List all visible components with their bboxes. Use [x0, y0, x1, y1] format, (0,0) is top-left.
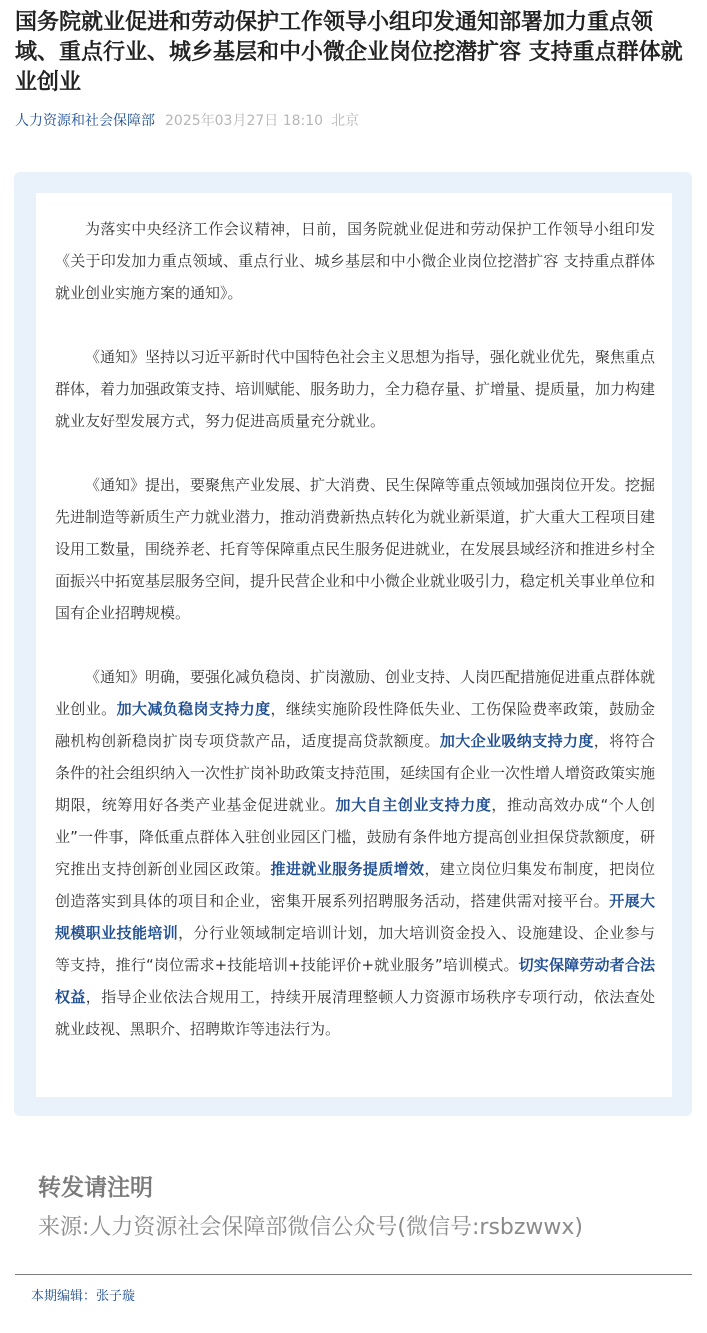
highlight-text: 加大减负稳岗支持力度: [116, 700, 271, 718]
highlight-text: 推进就业服务提质增效: [270, 860, 425, 878]
paragraph-text: ，推动高效办成“个人创业”一件事，降低重点群体入驻创业园区门槛，鼓励有条件地方提高创业担保贷款额度，研究推出支持创新创业园区政策。: [55, 796, 655, 878]
highlight-text: 开展大规模职业技能培训: [55, 892, 655, 942]
paragraph-text: ，建立岗位归集发布制度，把岗位创造落实到具体的项目和企业，密集开展系列招聘服务活动，搭建供需对接平台。: [55, 860, 655, 910]
editor-credit: 本期编辑：张子璇: [31, 1289, 136, 1304]
highlight-text: 切实保障劳动者合法权益: [55, 956, 655, 1006]
paragraph-text: 《通知》明确，要强化减负稳岗、扩岗激励、创业支持、人岗匹配措施促进重点群体就业创业。: [55, 668, 656, 718]
article-paragraph: [55, 341, 655, 437]
paragraph-text: ，分行业领域制定培训计划，加大培训资金投入、设施建设、企业参与等支持，推行“岗位需求+技能培训+技能评价+就业服务”培训模式。: [55, 924, 655, 974]
highlight-text: 加大企业吸纳支持力度: [439, 732, 594, 750]
article-title: 国务院就业促进和劳动保护工作领导小组印发通知部署加力重点领域、重点行业、城乡基层和中小微企业岗位挖潜扩容 支持重点群体就业创业: [15, 10, 683, 95]
source-link[interactable]: 人力资源和社会保障部: [15, 113, 155, 129]
paragraph-text: 为落实中央经济工作会议精神，日前，国务院就业促进和劳动保护工作领导小组印发《关于印发加力重点领域、重点行业、城乡基层和中小微企业岗位挖潜扩容 支持重点群体就业创业实施方案的通知》。: [55, 220, 655, 302]
highlight-text: 加大自主创业支持力度: [335, 796, 492, 814]
paragraph-text: 《通知》坚持以习近平新时代中国特色社会主义思想为指导，强化就业优先，聚焦重点群体，着力加强政策支持、培训赋能、服务助力，全力稳存量、扩增量、提质量，加力构建就业友好型发展方式，努力促进高质量充分就业。: [55, 348, 656, 430]
article-paragraph: [55, 469, 655, 629]
article-paragraph: [55, 213, 655, 309]
article-body: [55, 213, 655, 1077]
publish-time: 2025年03月27日 18:10: [165, 113, 324, 129]
publish-location: 北京: [331, 113, 360, 129]
repost-source: 来源:人力资源社会保障部微信公众号(微信号:rsbzwwx): [38, 1215, 584, 1240]
paragraph-text: ，将符合条件的社会组织纳入一次性扩岗补助政策支持范围，延续国有企业一次性增人增资政策实施期限，统筹用好各类产业基金促进就业。: [55, 732, 656, 814]
paragraph-text: ，继续实施阶段性降低失业、工伤保险费率政策，鼓励金融机构创新稳岗扩岗专项贷款产品，适度提高贷款额度。: [55, 700, 655, 750]
repost-notice-title: 转发请注明: [38, 1175, 153, 1201]
paragraph-text: 《通知》提出，要聚焦产业发展、扩大消费、民生保障等重点领域加强岗位开发。挖掘先进制造等新质生产力就业潜力，推动消费新热点转化为就业新渠道，扩大重大工程项目建设用工数量，围绕养老、托育等保障重点民生服务促进就业，在发展县域经济和推进乡村全面振兴中拓宽基层服务空间，提升民营企业和中小微企业就业吸引力，稳定机关事业单位和国有企业招聘规模。: [55, 476, 656, 622]
article-meta: [15, 111, 359, 131]
divider: [15, 1274, 692, 1275]
article-paragraph: [55, 661, 655, 1045]
paragraph-text: ，指导企业依法合规用工，持续开展清理整顿人力资源市场秩序专项行动，依法查处就业歧视、黑职介、招聘欺诈等违法行为。: [55, 988, 655, 1038]
